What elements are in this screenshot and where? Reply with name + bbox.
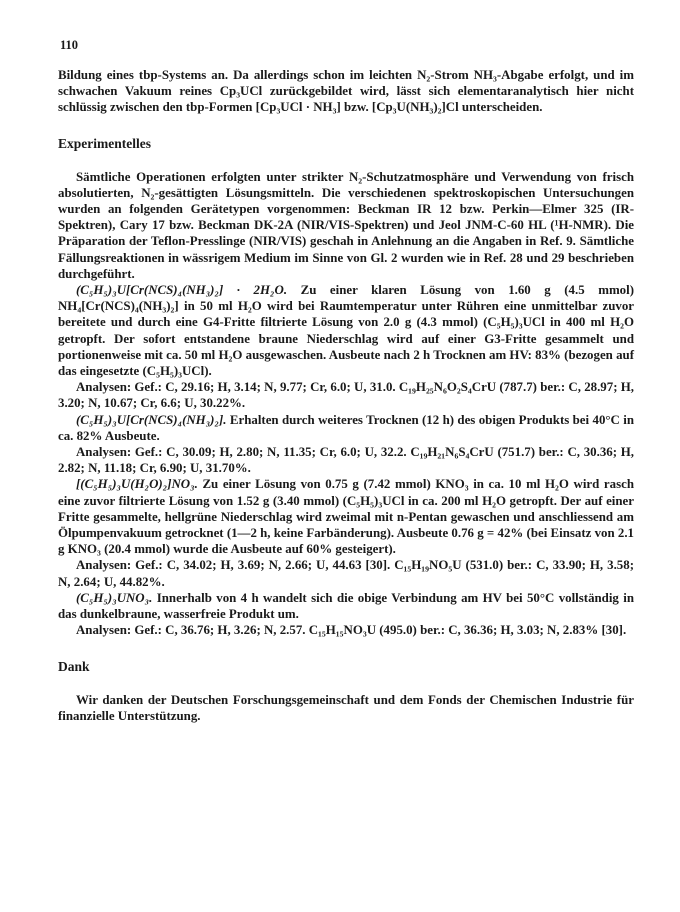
compound-2-analysis: Analysen: Gef.: C, 30.09; H, 2.80; N, 11.35; Cr, 6.0; U, 32.2. C₁₉H₂₁N₆S₄CrU (751.7) ber.: C, 30.36; H, 2.82; N, 11.18; Cr, 6.90; U, 31.70%. bbox=[58, 445, 634, 476]
compound-3-analysis: Analysen: Gef.: C, 34.02; H, 3.69; N, 2.66; U, 44.63 [30]. C₁₅H₁₉NO₅U (531.0) ber.: C, 33.90; H, 3.58; N, 2.64; U, 44.82%. bbox=[58, 558, 634, 589]
methods-paragraph: Sämtliche Operationen erfolgten unter strikter N₂-Schutzatmosphäre und Verwendung von frisch absolutierten, N₂-gesättigten Lösungsmitteln. Die verschiedenen spektroskopischen Untersuchungen wurden an folgenden Gerätetypen vorgenommen: Beckman IR 12 bzw. Perkin—Elmer 325 (IR-Spektren), Cary 17 bzw. Beckman DK-2A (NIR/VIS-Spektren) und Jeol JNM-C-60 HL (¹H-NMR). Die Präparation der Teflon-Presslinge (NIR/VIS) geschah in Anlehnung an die Angaben in Ref. 9. Sämtliche Fällungsreaktionen in wässrigem Medium im Sinne von Gl. 2 wurden wie in Ref. 28 und 29 beschrieben durchgeführt. bbox=[58, 169, 634, 281]
compound-1-text: Zu einer klaren Lösung von 1.60 g (4.5 mmol) NH₄[Cr(NCS)₄(NH₃)₂] in 50 ml H₂O wird bei Raumtemperatur unter Rühren eine unmittelbar zuvor bereitete und durch eine G4-Fritte filtrierte Lösung von 2.0 g (4.3 mmol) (C₅H₅)₃UCl in 400 ml H₂O getropft. Der sofort entstandene braune Niederschlag wird auf einer G3-Fritte gesammelt und portionenweise mit ca. 50 ml H₂O ausgewaschen. Ausbeute nach 2 h Trocknen am HV: 83% (bezogen auf das eingesetzte (C₅H₅)₃UCl). bbox=[58, 283, 634, 379]
compound-3-paragraph bbox=[58, 476, 634, 557]
compound-1-paragraph bbox=[58, 282, 634, 379]
section-heading-experimental: Experimentelles bbox=[58, 135, 151, 151]
compound-3-title: [(C₅H₅)₃U(H₂O)₂]NO₃. bbox=[76, 477, 198, 492]
compound-1-analysis: Analysen: Gef.: C, 29.16; H, 3.14; N, 9.77; Cr, 6.0; U, 31.0. C₁₉H₂₅N₆O₂S₄CrU (787.7) ber.: C, 28.97; H, 3.20; N, 10.67; Cr, 6.6; U, 30.22%. bbox=[58, 380, 634, 411]
section-heading-dank: Dank bbox=[58, 658, 90, 674]
compound-4-title: (C₅H₅)₃UNO₃. bbox=[76, 590, 153, 605]
compound-2-paragraph bbox=[58, 412, 634, 444]
page-number: 110 bbox=[60, 38, 79, 52]
compound-4-paragraph bbox=[58, 590, 634, 622]
acknowledgment-paragraph: Wir danken der Deutschen Forschungsgemeinschaft und dem Fonds der Chemischen Industrie für finanzielle Unterstützung. bbox=[58, 692, 634, 723]
compound-3-text: Zu einer Lösung von 0.75 g (7.42 mmol) KNO₃ in ca. 10 ml H₂O wird rasch eine zuvor filtrierte Lösung von 1.52 g (3.40 mmol) (C₅H₅)₃UCl in ca. 200 ml H₂O getropft. Der auf einer Fritte gesammelte, hellgrüne Niederschlag wird zweimal mit n-Pentan gewaschen und anschliessend am Ölpumpenvakuum getrocknet (1—2 h, keine Farbänderung). Ausbeute 0.76 g = 42% (bei Einsatz von 2.1 g KNO₃ (20.4 mmol) wurde die Ausbeute auf 60% gesteigert). bbox=[58, 477, 634, 557]
compound-2-text: Erhalten durch weiteres Trocknen (12 h) des obigen Produkts bei 40°C in ca. 82% Ausbeute. bbox=[58, 412, 634, 443]
compound-1-title: (C₅H₅)₃U[Cr(NCS)₄(NH₃)₂] · 2H₂O. bbox=[76, 283, 288, 298]
compound-2-title: (C₅H₅)₃U[Cr(NCS)₄(NH₃)₂]. bbox=[76, 412, 227, 427]
compound-4-analysis: Analysen: Gef.: C, 36.76; H, 3.26; N, 2.57. C₁₅H₁₅NO₃U (495.0) ber.: C, 36.36; H, 3.03; N, 2.83% [30]. bbox=[76, 623, 627, 638]
compound-4-text: Innerhalb von 4 h wandelt sich die obige Verbindung am HV bei 50°C vollständig in das dunkelbraune, wasserfreie Produkt um. bbox=[58, 590, 634, 622]
page bbox=[58, 38, 634, 724]
intro-paragraph: Bildung eines tbp-Systems an. Da allerdings schon im leichten N₂-Strom NH₃-Abgabe erfolgt, und im schwachen Vakuum reines Cp₃UCl zurückgebildet wird, lässt sich elementaranalytisch hier nicht schlüssig zwischen den tbp-Formen [Cp₃UCl · NH₃] bzw. [Cp₃U(NH₃)₂]Cl unterscheiden. bbox=[58, 68, 634, 115]
